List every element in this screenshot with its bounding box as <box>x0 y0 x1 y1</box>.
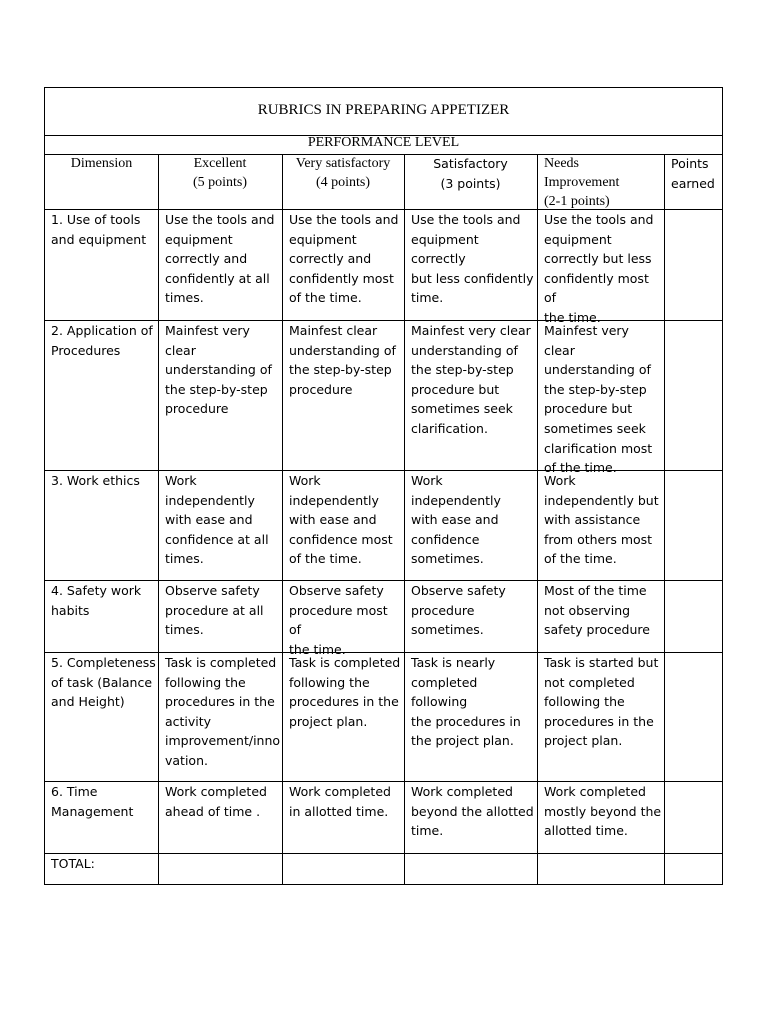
header-points-earned: Points earned <box>671 156 715 191</box>
cell-excellent-row-3: Work independently with ease and confidence at all times. <box>165 473 269 567</box>
cell-dimension-row-2: 2. Application of Procedures <box>51 323 153 358</box>
column-divider <box>664 154 665 884</box>
column-divider <box>282 154 283 884</box>
cell-dimension-row-3: 3. Work ethics <box>51 473 140 488</box>
rubric-table <box>44 87 723 885</box>
cell-very-satisfactory-row-5: Task is completed following the procedures in the project plan. <box>289 655 401 729</box>
header-satisfactory-label: Satisfactory <box>433 156 508 171</box>
cell-very-satisfactory-row-2: Mainfest clear understanding of the step-by-step procedure <box>289 323 396 397</box>
cell-needs-improvement-row-2: Mainfest very clear understanding of the step-by-step procedure but sometimes seek clarification most of the time. <box>544 323 653 476</box>
cell-satisfactory-row-3: Work independently with ease and confidence sometimes. <box>411 473 501 567</box>
cell-dimension-row-5: 5. Completeness of task (Balance and Height) <box>51 655 156 710</box>
header-needs-improvement-points: (2-1 points) <box>544 194 610 209</box>
header-excellent-label: Excellent <box>193 156 247 171</box>
cell-very-satisfactory-row-4: Observe safety procedure most of the time. <box>289 583 388 657</box>
header-very-satisfactory-points: (4 points) <box>315 175 371 190</box>
cell-dimension-row-6: 6. Time Management <box>51 784 134 819</box>
cell-dimension-row-1: 1. Use of tools and equipment <box>51 212 147 247</box>
cell-excellent-row-6: Work completed ahead of time . <box>165 784 267 819</box>
column-divider <box>158 154 159 884</box>
header-needs-improvement <box>544 154 664 211</box>
cell-satisfactory-row-1: Use the tools and equipment correctly but less confidently time. <box>411 212 534 306</box>
cell-satisfactory-row-5: Task is nearly completed following the procedures in the project plan. <box>411 655 521 749</box>
header-satisfactory <box>404 154 537 194</box>
cell-satisfactory-row-2: Mainfest very clear understanding of the step-by-step procedure but sometimes seek clarification. <box>411 323 531 436</box>
total-label: TOTAL: <box>51 856 95 871</box>
cell-needs-improvement-row-1: Use the tools and equipment correctly but less confidently most of the time. <box>544 212 654 325</box>
header-very-satisfactory <box>282 154 404 192</box>
cell-very-satisfactory-row-3: Work independently with ease and confidence most of the time. <box>289 473 393 567</box>
performance-level-heading: PERFORMANCE LEVEL <box>307 135 460 150</box>
document-title: RUBRICS IN PREPARING APPETIZER <box>257 102 510 118</box>
cell-excellent-row-4: Observe safety procedure at all times. <box>165 583 264 638</box>
cell-dimension-row-4: 4. Safety work habits <box>51 583 142 618</box>
header-dimension: Dimension <box>70 156 133 171</box>
header-excellent-points: (5 points) <box>192 175 248 190</box>
cell-needs-improvement-row-5: Task is started but not completed following the procedures in the project plan. <box>544 655 659 749</box>
cell-very-satisfactory-row-1: Use the tools and equipment correctly and confidently most of the time. <box>289 212 399 306</box>
cell-needs-improvement-row-3: Work independently but with assistance from others most of the time. <box>544 473 659 567</box>
cell-excellent-row-5: Task is completed following the procedures in the activity improvement/inno vation. <box>165 655 281 768</box>
cell-excellent-row-2: Mainfest very clear understanding of the step-by-step procedure <box>165 323 272 417</box>
cell-satisfactory-row-6: Work completed beyond the allotted time. <box>411 784 534 839</box>
cell-very-satisfactory-row-6: Work completed in allotted time. <box>289 784 391 819</box>
cell-excellent-row-1: Use the tools and equipment correctly and confidently at all times. <box>165 212 275 306</box>
header-excellent <box>158 154 282 192</box>
column-divider <box>537 154 538 884</box>
header-satisfactory-points: (3 points) <box>440 176 501 191</box>
header-needs-improvement-label: Needs Improvement <box>544 156 620 190</box>
column-divider <box>404 154 405 884</box>
cell-needs-improvement-row-4: Most of the time not observing safety procedure <box>544 583 650 638</box>
header-very-satisfactory-label: Very satisfactory <box>295 156 391 171</box>
cell-satisfactory-row-4: Observe safety procedure sometimes. <box>411 583 506 638</box>
cell-needs-improvement-row-6: Work completed mostly beyond the allotted time. <box>544 784 662 839</box>
